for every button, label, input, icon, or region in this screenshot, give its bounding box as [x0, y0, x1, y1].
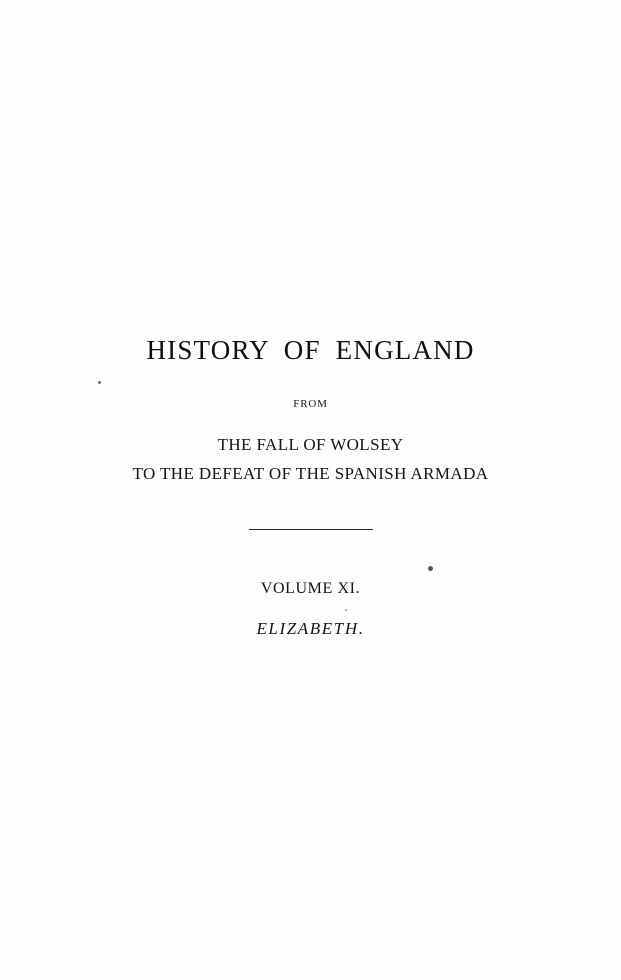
divider	[0, 520, 621, 538]
from-label: FROM	[293, 398, 328, 410]
horizontal-rule-icon	[249, 529, 373, 530]
title-block	[0, 335, 621, 639]
volume-subject-label: ELIZABETH.	[256, 619, 365, 638]
subtitle-line-1: THE FALL OF WOLSEY	[217, 435, 404, 454]
volume-label: VOLUME XI.	[260, 580, 361, 597]
page-title: HISTORY OF ENGLAND	[146, 335, 475, 365]
subtitle-line-2: TO THE DEFEAT OF THE SPANISH ARMADA	[132, 464, 489, 483]
